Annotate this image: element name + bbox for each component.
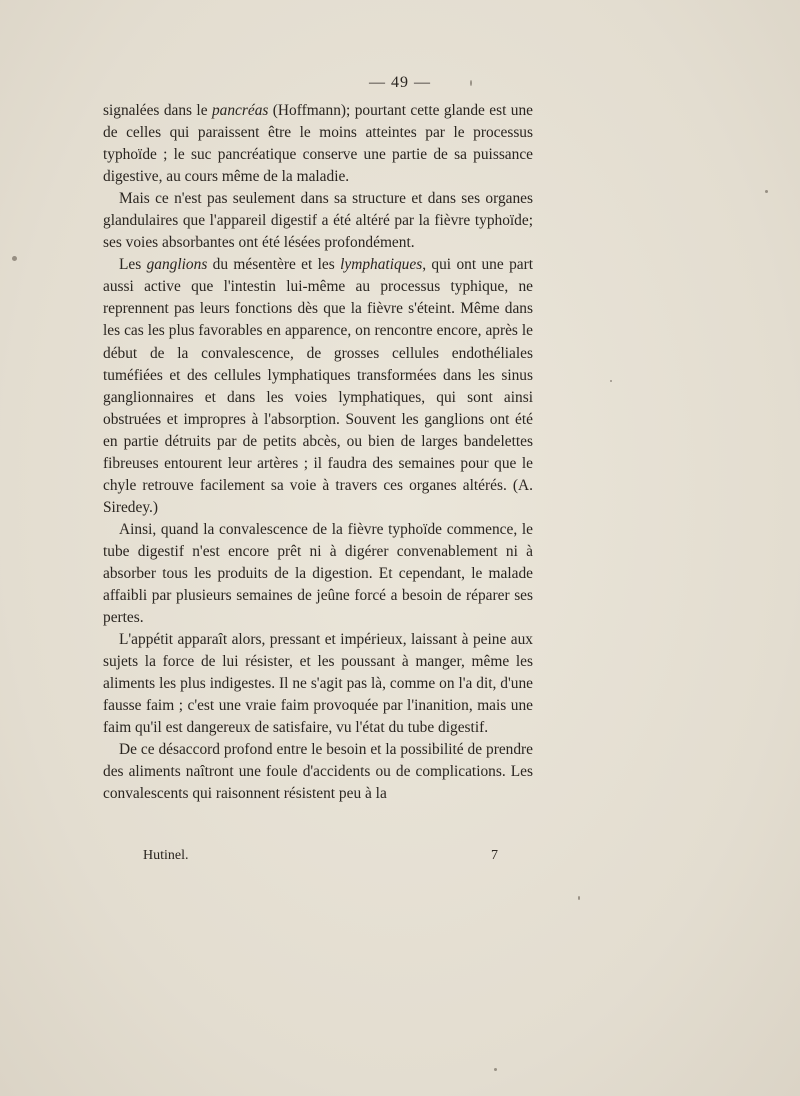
text-run: du mésentère et les — [207, 256, 341, 274]
paragraph — [103, 739, 533, 805]
body-text — [103, 100, 533, 806]
text-run: L'appétit apparaît alors, pressant et impérieux, laissant à peine aux sujets la force de lui résister, et les poussant à manger, même les aliments les plus indigestes. Il ne s'agit pas là, comme on l'a dit, d'une fausse faim ; c'est une vraie faim provoquée par l'inanition, mais une faim qu'il est dangereux de satisfaire, vu l'état du tube digestif. — [103, 631, 533, 737]
paragraph — [103, 100, 533, 188]
paper-speck — [610, 380, 612, 382]
paragraph — [103, 188, 533, 254]
signature-mark: 7 — [491, 848, 498, 863]
text-run: (Hoffmann); pourtant cette glande est une de celles qui paraissent être le moins atteintes par le processus typhoïde ; le suc pancréatique conserve une partie de sa puissance digestive, au cours même de la maladie. — [103, 102, 533, 186]
paragraph — [103, 519, 533, 629]
paragraph — [103, 629, 533, 739]
paper-speck — [578, 896, 580, 900]
text-run: Mais ce n'est pas seulement dans sa structure et dans ses organes glandulaires que l'appareil digestif a été altéré par la fièvre typhoïde; ses voies absorbantes ont été lésées profondément. — [103, 190, 533, 252]
italic-term: pancréas — [211, 102, 269, 119]
italic-term: lymphatiques — [340, 256, 423, 274]
page-number: — 49 — — [369, 74, 431, 91]
paper-speck — [12, 256, 17, 261]
paper-speck — [494, 1068, 497, 1071]
italic-term: ganglions — [146, 256, 208, 274]
text-run: Les — [119, 256, 147, 274]
text-run: , qui ont une part aussi active que l'intestin lui-même au processus typhique, ne reprennent pas leurs fonctions dès que la fièvre s'éteint. Même dans les cas les plus favorables en apparence, on rencontre encore, après le début de la convalescence, de grosses cellules endothéliales tuméfiées et des cellules lymphatiques transformées dans les sinus ganglionnaires et dans les voies lymphatiques, qui sont ainsi obstruées et impropres à l'absorption. Souvent les ganglions ont été en partie détruits par de petits abcès, ou bien de larges bandelettes fibreuses entourent leur artères ; il faudra des semaines pour que le chyle retrouve facilement sa voie à travers ces organes altérés. (A. Siredey.) — [103, 256, 533, 516]
paper-speck — [765, 190, 768, 193]
text-run: De ce désaccord profond entre le besoin et la possibilité de prendre des aliments naîtront une foule d'accidents ou de complications. Les convalescents qui raisonnent résistent peu à la — [103, 741, 533, 803]
paragraph — [103, 254, 533, 519]
page-footer — [143, 848, 498, 864]
text-run: Ainsi, quand la convalescence de la fièvre typhoïde commence, le tube digestif n'est encore prêt ni à digérer convenablement ni à absorber tous les produits de la digestion. Et cependant, le malade affaibli par plusieurs semaines de jeûne forcé a besoin de réparer ses pertes. — [103, 520, 533, 627]
footer-author: Hutinel. — [143, 848, 189, 863]
text-run: signalées dans le — [103, 102, 212, 119]
paper-speck — [470, 80, 472, 86]
